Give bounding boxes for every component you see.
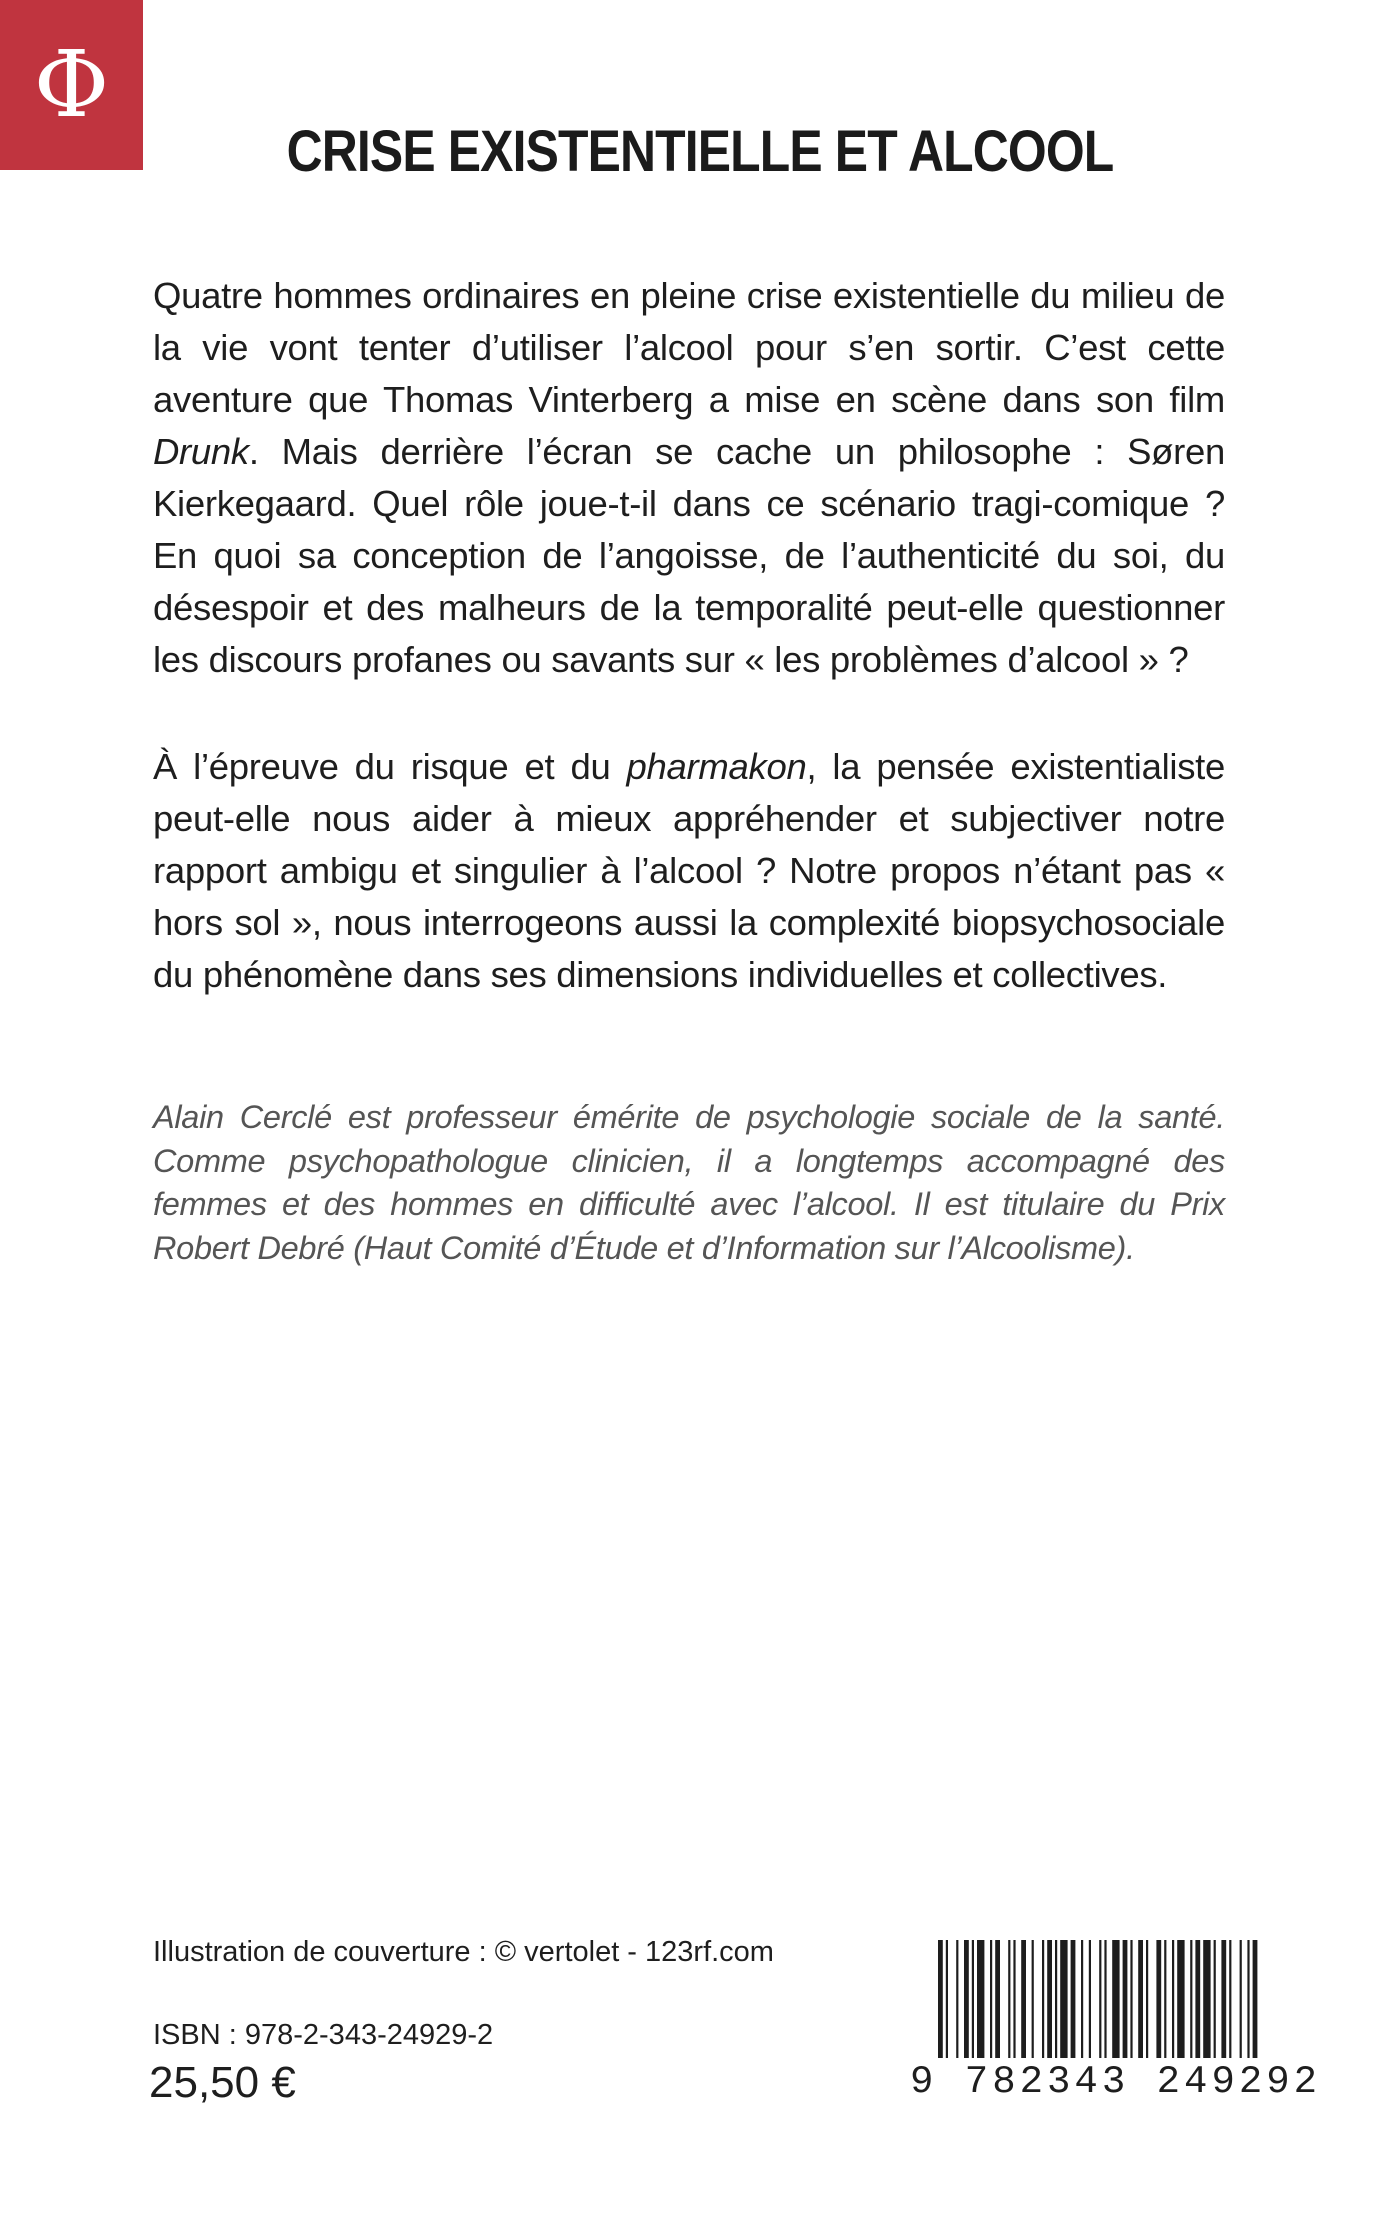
- barcode-bar: [1203, 1940, 1210, 2058]
- summary-paragraph-1-part-2: . Mais derrière l’écran se cache un philosophe : Søren Kierkegaard. Quel rôle joue-t-il dans ce scénario tragi-comique ? En quoi sa conception de l’angoisse, de l’authenticité du soi, du désespoir et des malheurs de la temporalité peut-elle questionner les discours profanes ou savants sur « les problèmes d’alcool » ?: [153, 431, 1225, 680]
- barcode-bar: [1021, 1940, 1026, 2058]
- cover-credit: Illustration de couverture : © vertolet - 123rf.com: [153, 1936, 774, 1968]
- barcode-bar: [972, 1940, 974, 2058]
- barcode-bar: [956, 1940, 958, 2058]
- barcode-bar: [1081, 1940, 1083, 2058]
- barcode-bar: [938, 1940, 943, 2058]
- isbn: ISBN : 978-2-343-24929-2: [153, 2019, 494, 2051]
- barcode-bar: [1164, 1940, 1166, 2058]
- barcode-bar: [1099, 1940, 1101, 2058]
- barcode-bar: [1055, 1940, 1057, 2058]
- barcode-bar: [1195, 1940, 1200, 2058]
- barcode-bar: [1112, 1940, 1119, 2058]
- summary-paragraph-2-part-2: , la pensée existentialiste peut-elle nous aider à mieux appréhender et subjectiver notre rapport ambigu et singulier à l’alcool ? Notre propos n’étant pas « hors sol », nous interrogeons aussi la complexité biopsychosociale du phénomène dans ses dimensions individuelles et collectives.: [153, 746, 1225, 995]
- barcode-bar: [990, 1940, 992, 2058]
- barcode-bar: [1229, 1940, 1231, 2058]
- barcode-number: 9 782343 249292: [910, 2060, 1322, 2104]
- book-title: CRISE EXISTENTIELLE ET ALCOOL: [286, 119, 1114, 184]
- barcode-bar: [1138, 1940, 1143, 2058]
- barcode-bar: [1047, 1940, 1052, 2058]
- barcode-bar: [964, 1940, 969, 2058]
- author-bio: Alain Cerclé est professeur émérite de psychologie sociale de la santé. Comme psychopathologue clinicien, il a longtemps accompagné des femmes et des hommes en difficulté avec l’alcool. Il est titulaire du Prix Robert Debré (Haut Comité d’Étude et d’Information sur l’Alcoolisme).: [153, 1099, 1225, 1266]
- barcode-bar: [977, 1940, 984, 2058]
- barcode-bar: [1123, 1940, 1128, 2058]
- barcode-bar: [995, 1940, 1000, 2058]
- summary-paragraph-1: [153, 270, 1225, 686]
- barcode-bar: [1104, 1940, 1106, 2058]
- barcode-bar: [1156, 1940, 1161, 2058]
- barcode: [910, 1932, 1322, 2110]
- pharmakon-term: pharmakon: [626, 746, 807, 787]
- barcode-bar: [1190, 1940, 1192, 2058]
- barcode-bar: [1172, 1940, 1174, 2058]
- barcode-bar: [1042, 1940, 1044, 2058]
- barcode-bar: [1060, 1940, 1067, 2058]
- barcode-bar: [1214, 1940, 1216, 2058]
- summary-paragraph-2-part-1: À l’épreuve du risque et du: [153, 746, 627, 787]
- barcode-bar: [1130, 1940, 1132, 2058]
- barcode-bar: [946, 1940, 948, 2058]
- barcode-bar: [1013, 1940, 1015, 2058]
- barcode-icon: [938, 1940, 1260, 2058]
- phi-logo-icon: Φ: [33, 31, 110, 138]
- barcode-bar: [1146, 1940, 1148, 2058]
- barcode-bar: [1240, 1940, 1242, 2058]
- barcode-bar: [1008, 1940, 1010, 2058]
- film-title: Drunk: [153, 431, 249, 472]
- barcode-bar: [1177, 1940, 1184, 2058]
- barcode-bar: [1089, 1940, 1091, 2058]
- barcode-bar: [1221, 1940, 1226, 2058]
- price: 25,50 €: [149, 2058, 296, 2107]
- barcode-bar: [1247, 1940, 1249, 2058]
- barcode-bar: [1071, 1940, 1076, 2058]
- barcode-bar: [1253, 1940, 1258, 2058]
- summary-paragraph-2: [153, 741, 1225, 1001]
- barcode-bar: [1032, 1940, 1034, 2058]
- summary-paragraph-1-part-1: Quatre hommes ordinaires en pleine crise existentielle du milieu de la vie vont tenter d’utiliser l’alcool pour s’en sortir. C’est cette aventure que Thomas Vinterberg a mise en scène dans son film: [153, 275, 1225, 420]
